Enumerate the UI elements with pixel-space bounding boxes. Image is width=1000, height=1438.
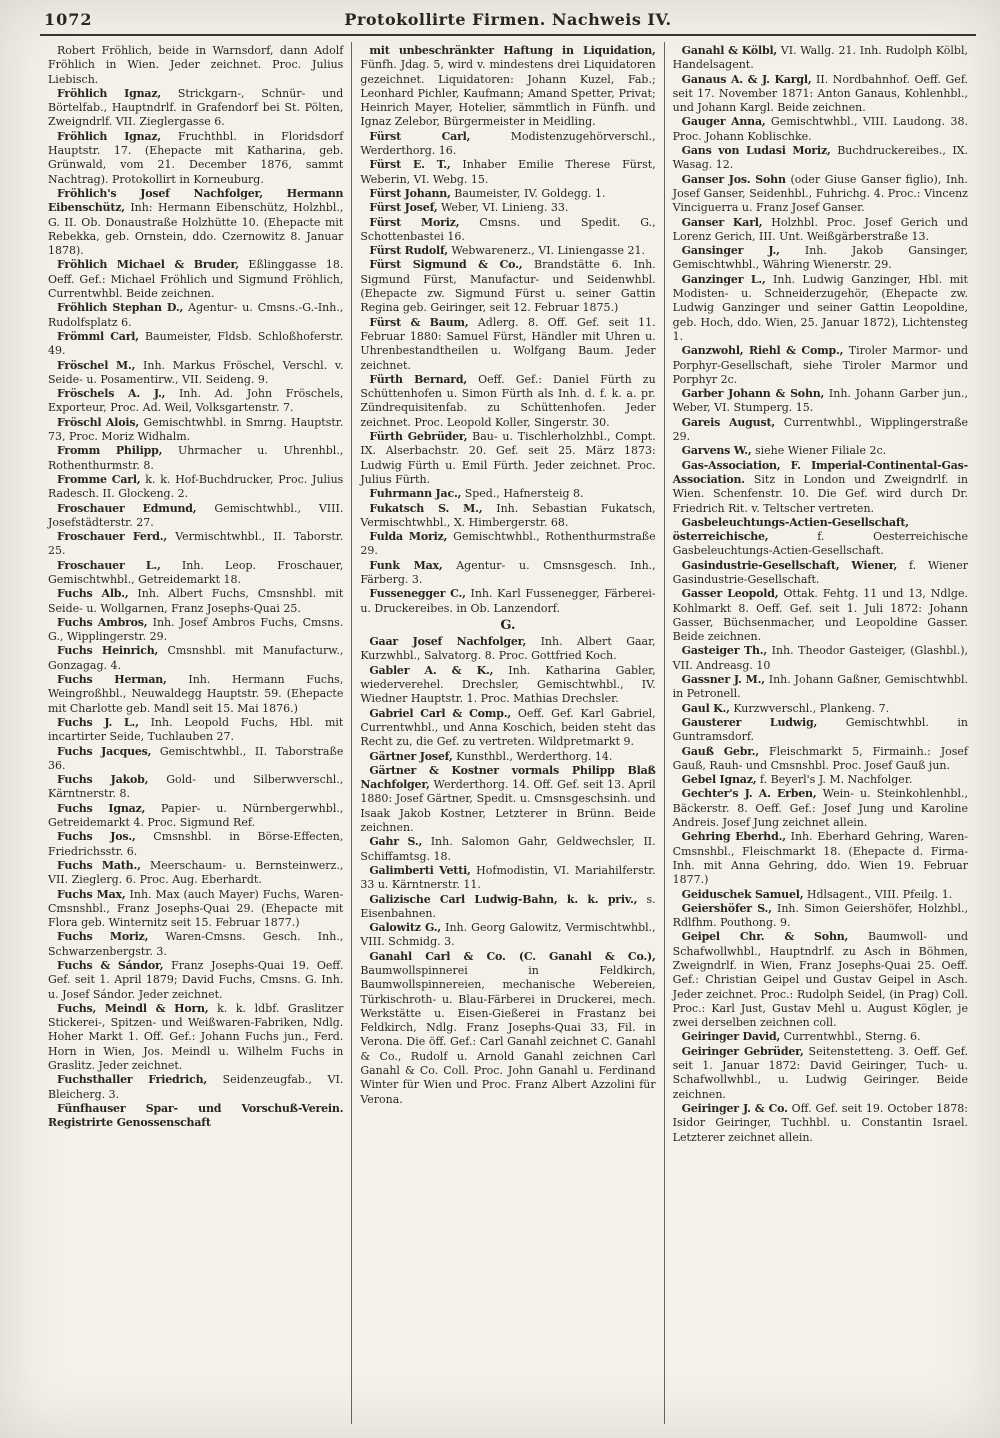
- directory-entry: mit unbeschränkter Haftung in Liquidation, Fünfh. Jdag. 5, wird v. mindestens drei Liquidatoren gezeichnet. Liquidatoren: Johann Kuzel, Fab.; Leonhard Pichler, Kaufmann; Amand Spetter, Privat; Heinrich Mayer, Hotelier, sämmtlich in Fünfh. und Ignaz Zelebor, Bürgermeister in Meidling.: [360, 44, 656, 129]
- firm-name: Garber Johann & Sohn,: [681, 387, 825, 401]
- firm-name: Fulda Moriz,: [369, 530, 448, 544]
- firm-name: Geiduschek Samuel,: [681, 887, 804, 901]
- directory-entry: Fröhlich's Josef Nachfolger, Hermann Eibenschütz, Inh: Hermann Eibenschütz, Holzhbl., G. II. Ob. Donaustraße Holzhütte 10. (Ehepacte mit Rebekka, geb. Ornstein, ddo. Czernowitz 8. Januar 1878).: [48, 186, 344, 258]
- directory-entry: Fuchs Herman, Inh. Hermann Fuchs, Weingroßhbl., Neuwaldegg Hauptstr. 59. (Ehepacte mit Charlotte geb. Mandl seit 15. Mai 1876.): [48, 673, 344, 715]
- directory-entry: Robert Fröhlich, beide in Warnsdorf, dann Adolf Fröhlich in Wien. Jeder zeichnet. Proc. Julius Liebisch.: [48, 44, 344, 86]
- directory-entry: Gärtner & Kostner vormals Philipp Blaß Nachfolger, Werderthorg. 14. Off. Gef. seit 13. April 1880: Josef Gärtner, Spedit. u. Cmsnsgeschsinh. und Isaak Jakob Kostner, Letzterer in Brünn. Beide zeichnen.: [360, 763, 656, 835]
- firm-name: Froschauer Ferd.,: [57, 530, 168, 544]
- firm-name: Fröhlich Ignaz,: [57, 129, 162, 143]
- firm-name: Gauger Anna,: [681, 115, 766, 129]
- firm-name: Ganaus A. & J. Kargl,: [681, 72, 812, 86]
- directory-entry: Ganser Karl, Holzhbl. Proc. Josef Gerich und Lorenz Gerich, III. Unt. Weißgärberstraße 13.: [672, 215, 968, 243]
- directory-entry: Gans von Ludasi Moriz, Buchdruckereibes., IX. Wasag. 12.: [672, 144, 969, 172]
- firm-name: Ganzwohl, Riehl & Comp.,: [681, 344, 844, 358]
- firm-name: Galimberti Vetti,: [369, 863, 471, 877]
- directory-entry: Fuchs Moriz, Waren-Cmsns. Gesch. Inh., Schwarzenbergstr. 3.: [48, 930, 344, 958]
- directory-entry: Garber Johann & Sohn, Inh. Johann Garber jun., Weber, VI. Stumperg. 15.: [672, 387, 968, 415]
- directory-entry: Funk Max, Agentur- u. Cmsnsgesch. Inh., Färberg. 3.: [360, 558, 656, 586]
- firm-name: Fröschel M.,: [57, 358, 136, 372]
- directory-entry: Galowitz G., Inh. Georg Galowitz, Vermischtwhbl., VIII. Schmidg. 3.: [360, 921, 656, 949]
- directory-entry: Fürst Moriz, Cmsns. und Spedit. G., Schottenbastei 16.: [360, 215, 656, 243]
- directory-entry: Frömml Carl, Baumeister, Fldsb. Schloßhoferstr. 49.: [48, 329, 344, 358]
- firm-name: Galizische Carl Ludwig-Bahn, k. k. priv.,: [369, 892, 638, 906]
- directory-entry: Fromm Philipp, Uhrmacher u. Uhrenhbl., Rothenthurmstr. 8.: [48, 444, 344, 472]
- directory-entry: Fuchs Math., Meerschaum- u. Bernsteinwerz., VII. Zieglerg. 6. Proc. Aug. Eberhardt.: [48, 858, 344, 887]
- firm-name: Gabler A. & K.,: [369, 663, 494, 677]
- firm-name: Gasbeleuchtungs-Actien-Gesellschaft, österreichische,: [672, 515, 909, 544]
- firm-name: Fürst E. T.,: [369, 158, 451, 172]
- directory-entry: Fuhrmann Jac., Sped., Hafnersteig 8.: [369, 487, 584, 501]
- directory-entry: Fröhlich Ignaz, Strickgarn-, Schnür- und Börtelfab., Hauptndrlf. in Grafendorf bei St. Pölten, Zweigndrlf. VII. Zieglergasse 6.: [48, 86, 344, 129]
- directory-entry: Galimberti Vetti, Hofmodistin, VI. Mariahilferstr. 33 u. Kärntnerstr. 11.: [360, 863, 656, 892]
- firm-name: mit unbeschränkter Haftung in Liquidation,: [369, 44, 656, 57]
- directory-entry: Fuchs Jakob, Gold- und Silberwverschl., Kärntnerstr. 8.: [48, 773, 344, 801]
- directory-entry: Gechter's J. A. Erben, Wein- u. Steinkohlenhbl., Bäckerstr. 8. Oeff. Gef.: Josef Jung und Karoline Andreis. Josef Jung zeichnet allein.: [672, 787, 968, 830]
- firm-name: Froschauer Edmund,: [57, 501, 197, 515]
- directory-entry: Froschauer Ferd., Vermischtwhbl., II. Taborstr. 25.: [48, 530, 344, 558]
- directory-entry: Gärtner Josef, Kunsthbl., Werderthorg. 14.: [369, 749, 613, 763]
- directory-entry: Fuchs & Sándor, Franz Josephs-Quai 19. Oeff. Gef. seit 1. April 1879; David Fuchs, Cmsns. G. Inh. u. Josef Sándor. Jeder zeichnet.: [48, 959, 344, 1001]
- firm-name: Fünfhauser Spar- und Vorschuß-Verein. Registrirte Genossenschaft: [48, 1101, 344, 1130]
- directory-entry: Gasindustrie-Gesellschaft, Wiener, f. Wiener Gasindustrie-Gesellschaft.: [672, 558, 968, 586]
- directory-entry: Ganahl Carl & Co. (C. Ganahl & Co.), Baumwollspinnerei in Feldkirch, Baumwollspinnereien, mechanische Webereien, Türkischroth- u. Blau-Färberei in Druckerei, mech. Werkstätte u. Eisen-Gießerei in Frastanz bei Feldkirch, Ndlg. Franz Josephs-Quai 33, Fil. in Verona. Die öff. Gef.: Carl Ganahl zeichnet C. Ganahl & Co., Rudolf u. Arnold Ganahl zeichnen Carl Ganahl & Co. Coll. Proc. John Ganahl u. Ferdinand Winter für Wien und Proc. Franz Albert Azzolini für Verona.: [360, 949, 656, 1106]
- directory-entry: Fürth Gebrüder, Bau- u. Tischlerholzhbl., Compt. IX. Alserbachstr. 20. Gef. seit 25. März 1873: Ludwig Fürth u. Emil Fürth. Jeder zeichnet. Proc. Julius Fürth.: [360, 430, 656, 486]
- section-letter: G.: [500, 617, 516, 633]
- firm-name: Geiringer J. & Co.: [681, 1101, 788, 1115]
- directory-entry: Fussenegger C., Inh. Karl Fussenegger, Färberei- u. Druckereibes. in Ob. Lanzendorf.: [360, 587, 656, 615]
- firm-name: Fröhlich's Josef Nachfolger, Hermann Eibenschütz,: [48, 186, 344, 215]
- firm-name: Garvens W.,: [681, 444, 752, 458]
- firm-name: Gassner J. M.,: [681, 673, 765, 687]
- firm-name: Gaar Josef Nachfolger,: [369, 635, 527, 649]
- text-columns: [40, 42, 976, 1424]
- directory-entry: Gauß Gebr., Fleischmarkt 5, Firmainh.: Josef Gauß, Rauh- und Cmsnshbl. Proc. Josef Gauß jun.: [672, 744, 968, 772]
- directory-entry: Fuchs Ambros, Inh. Josef Ambros Fuchs, Cmsns. G., Wipplingerstr. 29.: [48, 615, 344, 644]
- firm-name: Funk Max,: [369, 558, 443, 572]
- firm-name: Fürst Moriz,: [369, 215, 460, 229]
- directory-entry: Gabriel Carl & Comp., Oeff. Gef. Karl Gabriel, Currentwhbl., und Anna Koschich, beiden steht das Recht zu, die Gef. zu vertreten. Wildpretmarkt 9.: [360, 706, 656, 749]
- directory-entry: Fürst & Baum, Adlerg. 8. Off. Gef. seit 11. Februar 1880: Samuel Fürst, Händler mit Uhren u. Uhrenbestandtheilen u. Wolfgang Baum. Jeder zeichnet.: [360, 315, 656, 372]
- directory-entry: Gareis August, Currentwhbl., Wipplingerstraße 29.: [672, 415, 968, 444]
- directory-entry: Fuchs Jos., Cmsnshbl. in Börse-Effecten, Friedrichsstr. 6.: [48, 830, 344, 858]
- firm-name: Fröhlich Michael & Bruder,: [57, 258, 239, 272]
- firm-name: Gärtner Josef,: [369, 749, 453, 763]
- directory-entry: Gahr S., Inh. Salomon Gahr, Geldwechsler, II. Schiffamtsg. 18.: [360, 835, 656, 863]
- directory-entry: Gasteiger Th., Inh. Theodor Gasteiger, (Glashbl.), VII. Andreasg. 10: [672, 644, 968, 672]
- firm-name: Fromm Philipp,: [57, 444, 163, 458]
- directory-entry: Fukatsch S. M., Inh. Sebastian Fukatsch, Vermischtwhbl., X. Himbergerstr. 68.: [360, 501, 656, 529]
- directory-entry: Fuchs Max, Inh. Max (auch Mayer) Fuchs, Waren-Cmsnshbl., Franz Josephs-Quai 29. (Ehepacte mit Flora geb. Winternitz seit 15. Februar 1877.): [48, 887, 344, 930]
- directory-entry: Gabler A. & K., Inh. Katharina Gabler, wiederverehel. Drechsler, Gemischtwhbl., IV. Wiedner Hauptstr. 1. Proc. Mathias Drechsler.: [360, 663, 656, 706]
- directory-entry: Gausterer Ludwig, Gemischtwhbl. in Guntramsdorf.: [672, 715, 968, 744]
- directory-entry: Fuchs Ignaz, Papier- u. Nürnbergerwhbl., Getreidemarkt 4. Proc. Sigmund Ref.: [48, 801, 344, 830]
- directory-entry: [48, 1102, 343, 1131]
- directory-entry: Fulda Moriz, Gemischtwhbl., Rothenthurmstraße 29.: [360, 530, 656, 558]
- column-2: [351, 42, 663, 1424]
- firm-name: Gansinger J.,: [681, 244, 780, 258]
- directory-entry: Fürst Sigmund & Co., Brandstätte 6. Inh. Sigmund Fürst, Manufactur- und Seidenwhbl. (Ehepacte zw. Sigmund Fürst u. seiner Gattin Regina geb. Geiringer, seit 12. Februar 1875.): [360, 258, 656, 315]
- directory-entry: Fröschl Alois, Gemischtwhbl. in Smrng. Hauptstr. 73, Proc. Moriz Widhalm.: [48, 415, 344, 444]
- firm-name: Gareis August,: [681, 415, 775, 429]
- firm-name: Gans von Ludasi Moriz,: [681, 144, 831, 158]
- firm-name: Gausterer Ludwig,: [681, 715, 818, 729]
- firm-name: Fürst Johann,: [369, 186, 451, 200]
- directory-entry: Fuchs, Meindl & Horn, k. k. ldbf. Graslitzer Stickerei-, Spitzen- und Weißwaren-Fabriken, Ndlg. Hoher Markt 1. Off. Gef.: Johann Fuchs jun., Ferd. Horn in Wien, Jos. Meindl u. Wilhelm Fuchs in Graslitz. Jeder zeichnet.: [48, 1001, 344, 1073]
- firm-name: Gasindustrie-Gesellschaft, Wiener,: [681, 558, 898, 572]
- directory-entry: Garvens W., siehe Wiener Filiale 2c.: [681, 444, 887, 458]
- firm-name: Fuchs Alb.,: [57, 587, 129, 601]
- directory-entry: Gauger Anna, Gemischtwhbl., VIII. Laudong. 38. Proc. Johann Koblischke.: [672, 115, 968, 143]
- directory-entry: Ganzwohl, Riehl & Comp., Tiroler Marmor- und Porphyr-Gesellschaft, siehe Tiroler Marmor und Porphyr 2c.: [672, 344, 968, 386]
- firm-name: Fürth Bernard,: [369, 372, 468, 386]
- firm-name: Geipel Chr. & Sohn,: [681, 930, 849, 944]
- directory-entry: Fuchsthaller Friedrich, Seidenzeugfab., VI. Bleicherg. 3.: [48, 1073, 344, 1101]
- directory-entry: Fürst Johann, Baumeister, IV. Goldegg. 1.: [369, 186, 606, 200]
- directory-entry: Fürst E. T., Inhaber Emilie Therese Fürst, Weberin, VI. Webg. 15.: [360, 158, 656, 186]
- firm-name: Fuhrmann Jac.,: [369, 487, 462, 501]
- firm-name: Fromme Carl,: [57, 472, 141, 486]
- firm-name: Fukatsch S. M.,: [369, 501, 483, 515]
- directory-entry: Gebel Ignaz, f. Beyerl's J. M. Nachfolger.: [681, 773, 913, 787]
- firm-name: Fröschl Alois,: [57, 415, 139, 429]
- directory-entry: Fröschels A. J., Inh. Ad. John Fröschels, Exporteur, Proc. Ad. Weil, Volksgartenstr. 7.: [48, 387, 344, 415]
- firm-name: Fuchs Moriz,: [57, 930, 149, 944]
- directory-entry: Fuchs Heinrich, Cmsnshbl. mit Manufacturw., Gonzagag. 4.: [48, 644, 344, 672]
- firm-name: Gasser Leopold,: [681, 587, 779, 601]
- firm-name: Fröschels A. J.,: [57, 387, 166, 401]
- firm-name: Fürst Carl,: [369, 129, 471, 143]
- column-1: [40, 42, 351, 1424]
- directory-entry: Ganaus A. & J. Kargl, II. Nordbahnhof. Oeff. Gef. seit 17. November 1871: Anton Ganaus, Kohlenhbl., und Johann Kargl. Beide zeichnen.: [672, 72, 968, 115]
- firm-name: Ganser Jos. Sohn: [681, 172, 786, 186]
- directory-entry: Fürst Rudolf, Webwarenerz., VI. Liniengasse 21.: [369, 244, 645, 258]
- firm-name: Fuchs & Sándor,: [57, 959, 164, 972]
- firm-name: Gas-Association, F. Imperial-Continental-Gas-Association.: [672, 458, 968, 486]
- firm-name: Fürth Gebrüder,: [369, 430, 468, 444]
- directory-entry: Ganzinger L., Inh. Ludwig Ganzinger, Hbl. mit Modisten- u. Schneiderzugehör, (Ehepacte zw. Ludwig Ganzinger und seiner Gattin Leopoldine, geb. Hoch, ddo. Wien, 25. Januar 1872), Lichtensteg 1.: [672, 272, 968, 343]
- firm-name: Gahr S.,: [369, 835, 423, 849]
- firm-name: Fürst Rudolf,: [369, 244, 448, 258]
- firm-name: Fürst Sigmund & Co.,: [369, 258, 523, 272]
- directory-entry: Galizische Carl Ludwig-Bahn, k. k. priv., s. Eisenbahnen.: [360, 892, 656, 920]
- firm-name: Gaul K.,: [681, 701, 730, 715]
- firm-name: Gasteiger Th.,: [681, 644, 768, 658]
- directory-entry: Fröhlich Ignaz, Fruchthbl. in Floridsdorf Hauptstr. 17. (Ehepacte mit Katharina, geb. Grünwald, vom 21. December 1876, sammt Nachtrag). Protokollirt in Korneuburg.: [48, 129, 344, 186]
- firm-name: Fuchs J. L.,: [57, 715, 139, 729]
- firm-name: Froschauer L.,: [57, 558, 161, 572]
- directory-entry: Fromme Carl, k. k. Hof-Buchdrucker, Proc. Julius Radesch. II. Glockeng. 2.: [48, 472, 344, 501]
- firm-name: Fuchs Jos.,: [57, 830, 136, 844]
- directory-entry: Geiringer Gebrüder, Seitenstetteng. 3. Oeff. Gef. seit 1. Januar 1872: David Geiringer, Tuch- u. Schafwollwhbl., u. Ludwig Geiringer. Beide zeichnen.: [672, 1044, 968, 1101]
- directory-entry: Fürth Bernard, Oeff. Gef.: Daniel Fürth zu Schüttenhofen u. Simon Fürth als Inh. d. f. k. a. pr. Zündrequisitenfab. zu Schüttenhofen. Jeder zeichnet. Proc. Leopold Koller, Singerstr. 30.: [360, 372, 656, 429]
- directory-entry: Fröhlich Stephan D., Agentur- u. Cmsns.-G.-Inh., Rudolfsplatz 6.: [48, 301, 344, 329]
- directory-entry: Gassner J. M., Inh. Johann Gaßner, Gemischtwhbl. in Petronell.: [672, 673, 968, 701]
- firm-name: Fuchs, Meindl & Horn,: [57, 1001, 209, 1015]
- directory-entry: Gasser Leopold, Ottak. Fehtg. 11 und 13, Ndlge. Kohlmarkt 8. Oeff. Gef. seit 1. Juli 1872: Johann Gasser, Büchsenmacher, und Leopoldine Gasser. Beide zeichnen.: [672, 587, 968, 644]
- firm-name: Fuchs Jacques,: [57, 744, 152, 758]
- directory-entry: Gansinger J., Inh. Jakob Gansinger, Gemischtwhbl., Währing Wienerstr. 29.: [672, 244, 968, 272]
- firm-name: Geiershöfer S.,: [681, 901, 772, 915]
- firm-name: Fussenegger C.,: [369, 587, 466, 601]
- firm-name: Fröhlich Ignaz,: [57, 86, 161, 100]
- directory-entry: Gaul K., Kurzwverschl., Plankeng. 7.: [681, 701, 890, 715]
- directory-entry: Geipel Chr. & Sohn, Baumwoll- und Schafwollwhbl., Hauptndrlf. zu Asch in Böhmen, Zweigndrlf. in Wien, Franz Josephs-Quai 25. Oeff. Gef.: Christian Geipel und Gustav Geipel in Asch. Jeder zeichnet. Proc.: Rudolph Seidel, (in Prag) Coll. Proc.: Karl Just, Gustav Mehl u. August Kögler, je zwei derselben zeichnen coll.: [672, 930, 968, 1030]
- firm-name: Gabriel Carl & Comp.,: [369, 706, 511, 720]
- directory-entry: Gasbeleuchtungs-Actien-Gesellschaft, österreichische, f. Oesterreichische Gasbeleuchtungs-Actien-Gesellschaft.: [672, 515, 968, 558]
- firm-name: Ganahl & Kölbl,: [681, 44, 778, 57]
- firm-name: Fuchs Max,: [57, 887, 126, 901]
- firm-name: Fuchs Ignaz,: [57, 801, 146, 815]
- directory-entry: Fuchs J. L., Inh. Leopold Fuchs, Hbl. mit incartirter Seide, Tuchlauben 27.: [48, 715, 344, 744]
- firm-name: Gärtner & Kostner vormals Philipp Blaß Nachfolger,: [360, 763, 656, 792]
- directory-entry: Fröhlich Michael & Bruder, Eßlinggasse 18. Oeff. Gef.: Michael Fröhlich und Sigmund Fröhlich, Currentwhbl. Beide zeichnen.: [48, 258, 344, 301]
- firm-name: Fürst Josef,: [369, 201, 438, 215]
- directory-entry: Geiringer J. & Co. Off. Gef. seit 19. October 1878: Isidor Geiringer, Tuchhbl. u. Constantin Israel. Letzterer zeichnet allein.: [672, 1101, 968, 1144]
- directory-entry: Fuchs Jacques, Gemischtwhbl., II. Taborstraße 36.: [48, 744, 344, 772]
- directory-entry: Fuchs Alb., Inh. Albert Fuchs, Cmsnshbl. mit Seide- u. Wollgarnen, Franz Josephs-Quai 25.: [48, 587, 344, 615]
- directory-entry: Fürst Carl, Modistenzugehörverschl., Werderthorg. 16.: [360, 129, 656, 158]
- directory-entry: Gehring Eberhd., Inh. Eberhard Gehring, Waren-Cmsnshbl., Fleischmarkt 18. (Ehepacte d. Firma-Inh. mit Anna Gehring, ddo. Wien 19. Februar 1877.): [672, 830, 968, 887]
- firm-name: Gauß Gebr.,: [681, 744, 760, 758]
- directory-entry: Ganahl & Kölbl, VI. Wallg. 21. Inh. Rudolph Kölbl, Handelsagent.: [672, 44, 968, 72]
- firm-name: Fürst & Baum,: [369, 315, 469, 329]
- firm-name: Fuchs Ambros,: [57, 615, 148, 629]
- directory-entry: Gas-Association, F. Imperial-Continental-Gas-Association. Sitz in London und Zweigndrlf. in Wien. Schenfenstr. 10. Die Gef. wird durch Dr. Friedrich Rit. v. Teltscher vertreten.: [672, 458, 968, 515]
- firm-name: Ganahl Carl & Co. (C. Ganahl & Co.),: [369, 949, 656, 963]
- firm-name: Fuchs Herman,: [57, 673, 167, 687]
- firm-name: Frömml Carl,: [57, 329, 139, 343]
- directory-entry: Fröschel M., Inh. Markus Fröschel, Verschl. v. Seide- u. Posamentirw., VII. Seideng. 9.: [48, 358, 344, 386]
- page-header: [40, 10, 976, 36]
- firm-name: Fuchsthaller Friedrich,: [57, 1073, 207, 1087]
- firm-name: Fuchs Heinrich,: [57, 644, 159, 658]
- directory-entry: Froschauer L., Inh. Leop. Froschauer, Gemischtwhbl., Getreidemarkt 18.: [48, 558, 344, 586]
- directory-entry: Geiduschek Samuel, Hdlsagent., VIII. Pfeilg. 1.: [681, 887, 953, 901]
- firm-name: Galowitz G.,: [369, 921, 442, 935]
- directory-entry: Geiringer David, Currentwhbl., Sterng. 6.: [681, 1030, 921, 1044]
- firm-name: Gechter's J. A. Erben,: [681, 787, 817, 801]
- directory-entry: Froschauer Edmund, Gemischtwhbl., VIII. Josefstädterstr. 27.: [48, 501, 344, 529]
- firm-name: Geiringer Gebrüder,: [681, 1044, 804, 1058]
- column-3: [664, 42, 976, 1424]
- page-number: 1072: [44, 10, 93, 29]
- firm-name: Fuchs Math.,: [57, 858, 141, 872]
- firm-name: Ganzinger L.,: [681, 272, 766, 286]
- firm-name: Fuchs Jakob,: [57, 773, 149, 787]
- firm-name: Geiringer David,: [681, 1030, 781, 1044]
- directory-entry: Gaar Josef Nachfolger, Inh. Albert Gaar, Kurzwhbl., Salvatorg. 8. Proc. Gottfried Koch.: [360, 635, 656, 663]
- firm-name: Gehring Eberhd.,: [681, 830, 786, 844]
- firm-name: Gebel Ignaz,: [681, 773, 757, 787]
- firm-name: Ganser Karl,: [681, 215, 763, 229]
- running-title: Protokollirte Firmen. Nachweis IV.: [344, 10, 672, 29]
- directory-entry: Geiershöfer S., Inh. Simon Geiershöfer, Holzhbl., Rdlfhm. Pouthong. 9.: [672, 901, 968, 930]
- directory-entry: Ganser Jos. Sohn (oder Giuse Ganser figlio), Inh. Josef Ganser, Seidenhbl., Fuhrichg. 4. Proc.: Vincenz Vinciguerra u. Franz Josef Ganser.: [672, 172, 968, 215]
- directory-entry: Fürst Josef, Weber, VI. Linieng. 33.: [369, 201, 569, 215]
- firm-name: Fröhlich Stephan D.,: [57, 301, 184, 315]
